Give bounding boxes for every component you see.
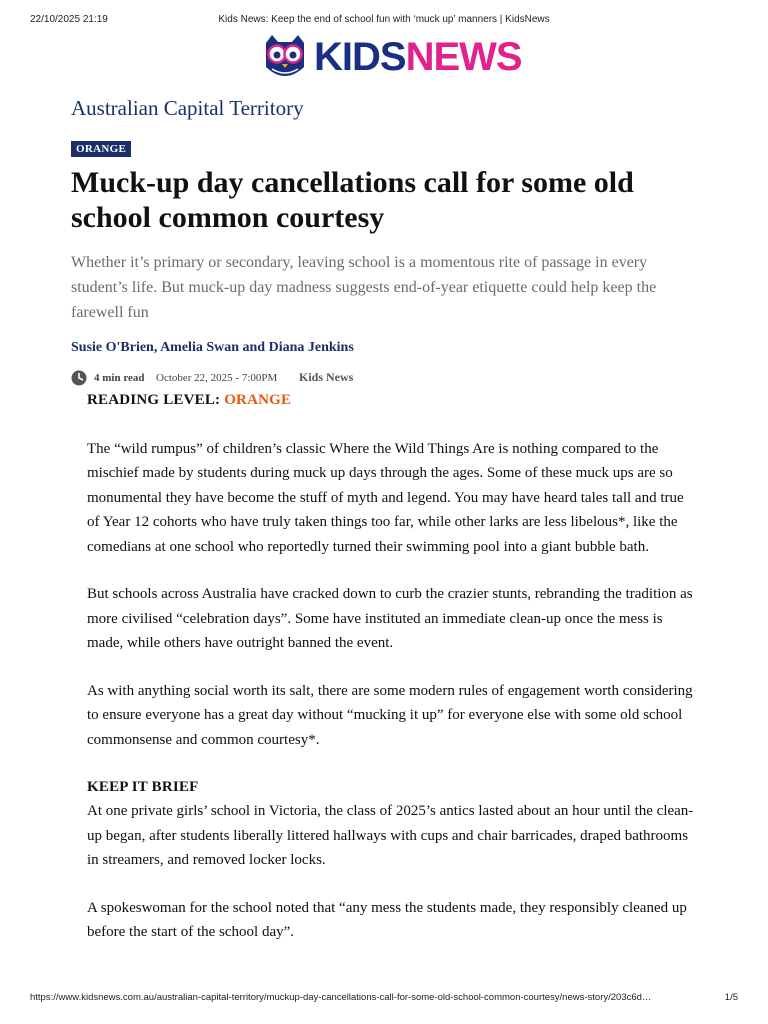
print-url[interactable]: https://www.kidsnews.com.au/australian-capital-territory/muckup-day-cancellations-call-for-some-old-school-common-courtesy/news-story/203c6d… bbox=[30, 992, 652, 1003]
article-paragraph: At one private girls’ school in Victoria, the class of 2025’s antics lasted about an hour until the clean-up began, after students liberally littered hallways with cups and chair barricades, draped bathrooms in streamers, and removed locker locks. bbox=[87, 803, 694, 868]
print-header bbox=[30, 14, 738, 28]
reading-level-badge[interactable]: ORANGE bbox=[71, 141, 131, 157]
standfirst: Whether it’s primary or secondary, leaving school is a momentous rite of passage in every student’s life. But muck-up day madness suggests end-of-year etiquette could help keep the farewell fun bbox=[71, 254, 657, 321]
author-byline[interactable]: Susie O'Brien, Amelia Swan and Diana Jenkins bbox=[71, 340, 354, 355]
owl-logo-icon bbox=[260, 33, 310, 81]
page-number: 1/5 bbox=[724, 992, 738, 1003]
print-datetime: 22/10/2025 21:19 bbox=[30, 14, 108, 25]
print-page-title: Kids News: Keep the end of school fun with ‘muck up’ manners | KidsNews bbox=[218, 14, 550, 25]
kidsnews-logo[interactable] bbox=[260, 33, 520, 81]
reading-level-line bbox=[87, 388, 697, 413]
logo-kids: KIDS bbox=[314, 35, 406, 79]
article-body bbox=[87, 388, 697, 968]
article-paragraph: As with anything social worth its salt, there are some modern rules of engagement worth considering to ensure everyone has a great day without “mucking it up” for everyone else with some old school commonsense and common courtesy*. bbox=[87, 682, 693, 748]
logo-wordmark bbox=[314, 35, 522, 79]
reading-level-label: READING LEVEL: bbox=[87, 392, 225, 408]
clock-icon bbox=[71, 370, 87, 386]
article-paragraph: But schools across Australia have cracked down to curb the crazier stunts, rebranding the tradition as more civilised “celebration days”. Some have instituted an immediate clean-up once the mess is made, while others have outright banned the event. bbox=[87, 586, 693, 651]
print-footer bbox=[30, 992, 738, 1006]
source-label: Kids News bbox=[299, 370, 354, 384]
publish-date: October 22, 2025 - 7:00PM bbox=[156, 372, 278, 384]
reading-level-value: ORANGE bbox=[224, 392, 292, 408]
article-paragraph: A spokeswoman for the school noted that “any mess the students made, they responsibly cleaned up before the start of the school day”. bbox=[87, 899, 687, 940]
read-time: 4 min read bbox=[94, 372, 145, 384]
page-title: Muck-up day cancellations call for some old school common courtesy bbox=[71, 166, 634, 234]
section-link[interactable]: Australian Capital Territory bbox=[71, 96, 304, 120]
article-paragraph: The “wild rumpus” of children’s classic Where the Wild Things Are is nothing compared to the mischief made by students during muck up days through the ages. Some of these muck ups are so monumental they have become the stuff of myth and legend. You may have heard tales tall and true of Year 12 cohorts who have truly taken things too far, while other larks are less libelous*, like the comedians at one school who reportedly turned their swimming pool into a giant bubble bath. bbox=[87, 440, 684, 555]
article-subheading: KEEP IT BRIEF bbox=[87, 779, 199, 795]
logo-news: NEWS bbox=[405, 35, 522, 79]
